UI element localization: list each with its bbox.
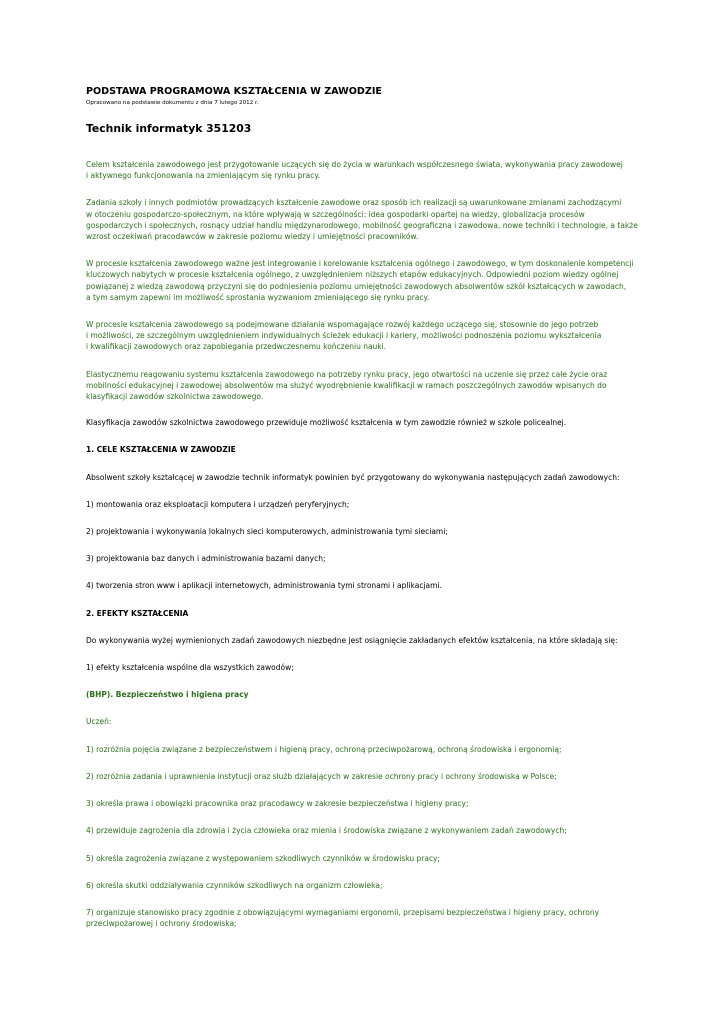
bhp-item: 6) określa skutki oddziaływania czynników szkodliwych na organizm człowieka; — [86, 880, 383, 890]
bhp-item: 1) rozróżnia pojęcia związane z bezpieczeństwem i higieną pracy, ochroną przeciwpożarową, ochroną środowiska i ergonomią; — [86, 744, 562, 754]
section-intro: Absolwent szkoły kształcącej w zawodzie technik informatyk powinien być przygotowany do wykonywania następujących zadań zawodowych: — [86, 472, 620, 482]
list-item: 2) projektowania i wykonywania lokalnych sieci komputerowych, administrowania tymi sieciami; — [86, 527, 448, 537]
job-title: Technik informatyk 351203 — [86, 122, 252, 135]
document-title: PODSTAWA PROGRAMOWA KSZTAŁCENIA W ZAWODZIE — [86, 86, 382, 97]
section-intro: Do wykonywania wyżej wymienionych zadań zawodowych niezbędne jest osiągnięcie zakładanych efektów kształcenia, na które składają się: — [86, 635, 618, 645]
bhp-heading: (BHP). Bezpieczeństwo i higiena pracy — [86, 690, 249, 700]
list-item: 4) tworzenia stron www i aplikacji internetowych, administrowania tymi stronami i aplikacjami. — [86, 581, 442, 591]
intro-paragraph: Zadania szkoły i innych podmiotów prowadzących kształcenie zawodowe oraz sposób ich realizacji są uwarunkowane zmianami zachodzącymi w otoczeniu gospodarczo-społecznym, na które wpływają w szczególności: idea gospodarki opartej na wiedzy, globalizacja procesów gospodarczych i społecznych, rosnący udział handlu międzynarodowego, mobilność geograficzna i zawodowa, nowe techniki i technologie, a także wzrost oczekiwań pracodawców w zakresie poziomu wiedzy i umiejętności pracowników. — [86, 198, 638, 242]
list-item: 1) efekty kształcenia wspólne dla wszystkich zawodów; — [86, 663, 294, 673]
bhp-item: 3) określa prawa i obowiązki pracownika oraz pracodawcy w zakresie bezpieczeństwa i higieny pracy; — [86, 799, 469, 809]
section-heading: 2. EFEKTY KSZTAŁCENIA — [86, 608, 189, 618]
document-subtitle: Opracowano na podstawie dokumentu z dnia 7 lutego 2012 r. — [86, 100, 259, 106]
bhp-lead: Uczeń: — [86, 717, 112, 727]
list-item: 3) projektowania baz danych i administrowania bazami danych; — [86, 554, 326, 564]
list-item: 1) montowania oraz eksploatacji komputera i urządzeń peryferyjnych; — [86, 499, 350, 509]
bhp-item: 7) organizuje stanowisko pracy zgodnie z obowiązującymi wymaganiami ergonomii, przepisami bezpieczeństwa i higieny pracy, ochrony przeciwpożarowej i ochrony środowiska; — [86, 907, 600, 929]
bhp-item: 5) określa zagrożenia związane z występowaniem szkodliwych czynników w środowisku pracy; — [86, 853, 441, 863]
bhp-item: 4) przewiduje zagrożenia dla zdrowia i życia człowieka oraz mienia i środowiska związane z wykonywaniem zadań zawodowych; — [86, 826, 567, 836]
intro-paragraph: W procesie kształcenia zawodowego są podejmowane działania wspomagające rozwój każdego uczącego się, stosownie do jego potrzeb i możliwości, ze szczególnym uwzględnieniem indywidualnych ścieżek edukacji i kariery, możliwości podnoszenia poziomu wykształcenia i kwalifikacji zawodowych oraz zapobiegania przedwczesnemu kończeniu nauki. — [86, 320, 602, 352]
bhp-item: 2) rozróżnia zadania i uprawnienia instytucji oraz służb działających w zakresie ochrony pracy i ochrony środowiska w Polsce; — [86, 771, 557, 781]
classification-note: Klasyfikacja zawodów szkolnictwa zawodowego przewiduje możliwość kształcenia w tym zawodzie również w szkole policealnej. — [86, 418, 567, 428]
intro-paragraph: W procesie kształcenia zawodowego ważne jest integrowanie i korelowanie kształcenia ogólnego i zawodowego, w tym doskonalenie kompetencji kluczowych nabytych w procesie kształcenia ogólnego, z uwzględnieniem niższych etapów edukacyjnych. Odpowiedni poziom wiedzy ogólnej powiązanej z wiedzą zawodową przyczyni się do podniesienia poziomu umiejętności zawodowych absolwentów szkół kształcących w zawodach, a tym samym zapewni im możliwość sprostania wyzwaniom zmieniającego się rynku pracy. — [86, 259, 634, 302]
section-heading: 1. CELE KSZTAŁCENIA W ZAWODZIE — [86, 445, 236, 455]
intro-paragraph: Celem kształcenia zawodowego jest przygotowanie uczących się do życia w warunkach współczesnego świata, wykonywania pracy zawodowej i aktywnego funkcjonowania na zmieniającym się rynku pracy. — [86, 160, 623, 181]
intro-paragraph: Elastycznemu reagowaniu systemu kształcenia zawodowego na potrzeby rynku pracy, jego otwartości na uczenie się przez całe życie oraz mobilności edukacyjnej i zawodowej absolwentów ma służyć wyodrębnienie kwalifikacji w ramach poszczególnych zawodów wpisanych do klasyfikacji zawodów szkolnictwa zawodowego. — [86, 369, 608, 402]
